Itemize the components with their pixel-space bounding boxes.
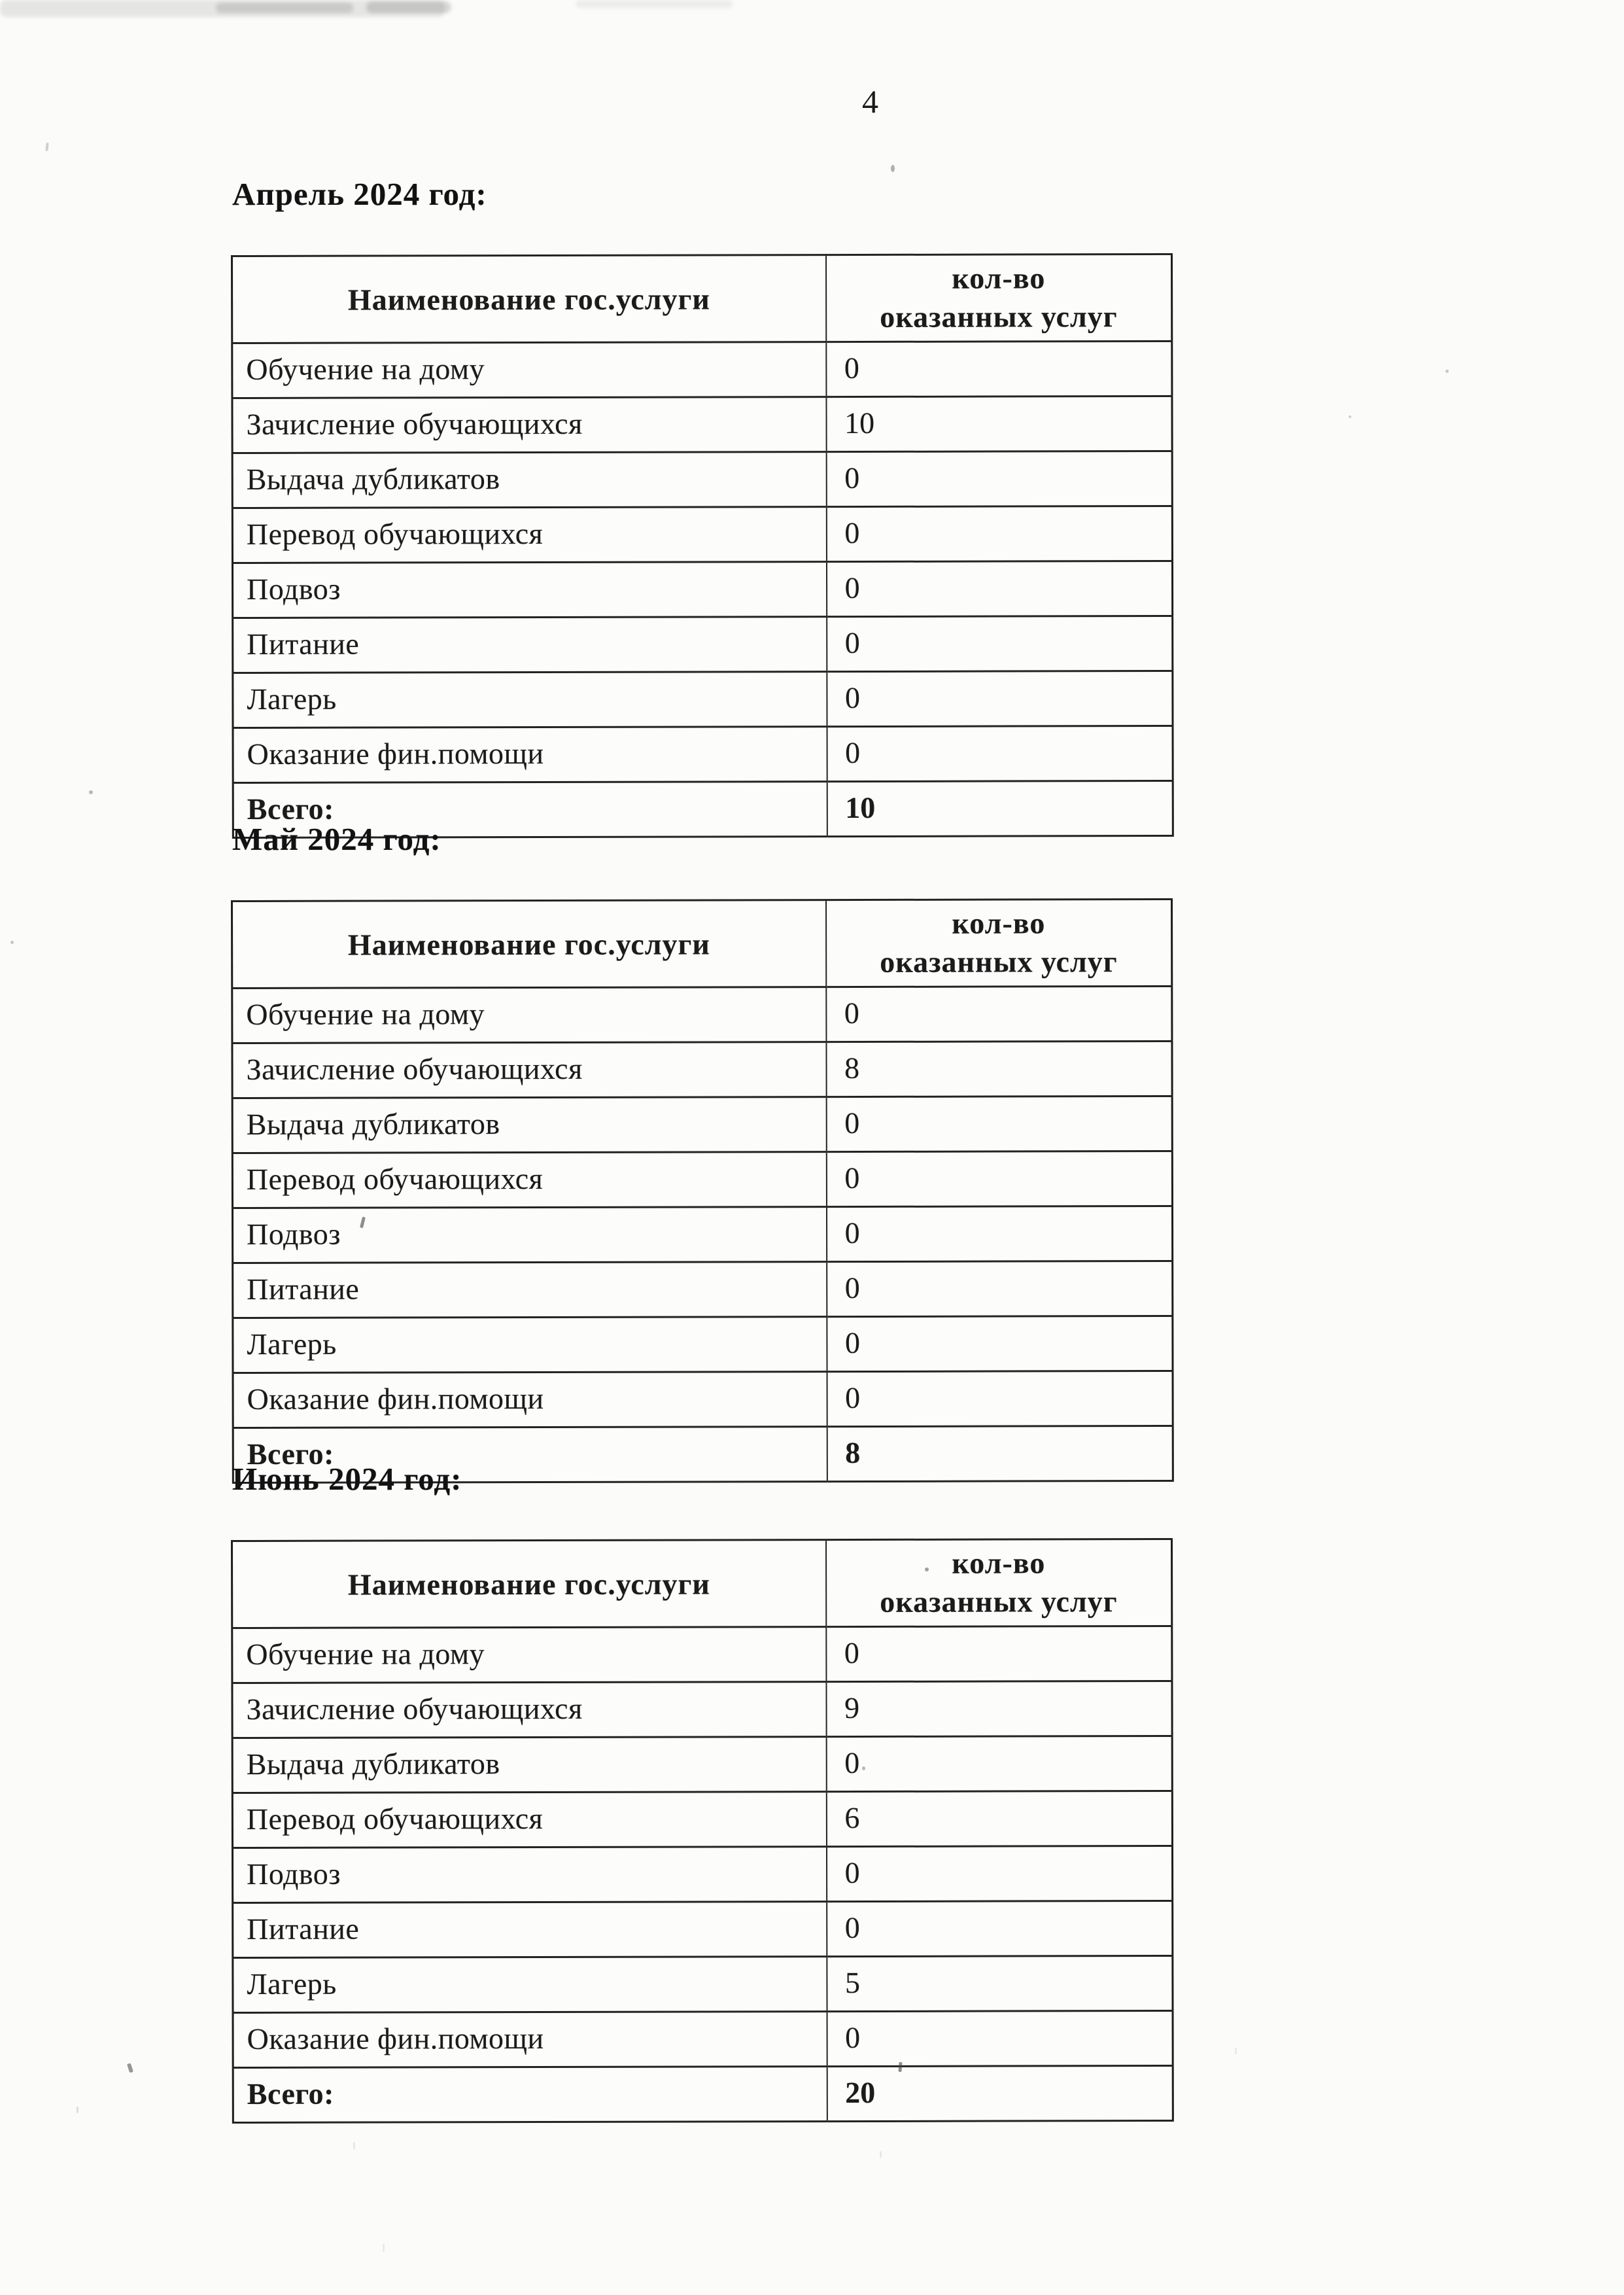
scan-smudge <box>576 0 733 8</box>
service-name-cell: Подвоз <box>232 562 826 618</box>
service-name-cell: Зачисление обучающихся <box>232 1682 826 1738</box>
count-header-line1: кол-во <box>952 261 1046 295</box>
total-count-cell: 20 <box>827 2065 1173 2121</box>
service-name-header: Наименование гос.услуги <box>232 255 826 343</box>
table-row <box>233 1955 1173 2012</box>
scan-speck <box>353 2142 355 2150</box>
service-count-cell: 0 <box>827 1371 1173 1426</box>
scan-smudge <box>366 1 451 13</box>
service-name-cell: Перевод обучающихся <box>232 1792 826 1848</box>
scan-speck <box>862 1766 865 1770</box>
service-count-header <box>826 899 1172 987</box>
service-name-cell: Выдача дубликатов <box>232 1097 826 1153</box>
section-may <box>231 819 1171 1484</box>
scan-speck <box>89 790 93 794</box>
month-heading: Июнь 2024 год: <box>232 1461 462 1497</box>
service-count-cell: 0 <box>826 986 1172 1042</box>
service-name-cell: Оказание фин.помощи <box>233 1372 827 1428</box>
section-april <box>231 174 1171 839</box>
count-header-line2: оказанных услуг <box>880 945 1118 979</box>
page-number: 4 <box>862 83 879 120</box>
scan-speck <box>1235 2048 1237 2054</box>
table-total-row <box>233 2065 1173 2122</box>
service-name-header: Наименование гос.услуги <box>232 900 826 989</box>
total-label-cell: Всего: <box>233 782 827 838</box>
scan-smudge <box>216 3 353 13</box>
scan-speck <box>45 143 48 151</box>
scan-speck <box>127 2063 133 2073</box>
service-count-cell: 0 <box>826 1206 1172 1261</box>
service-name-cell: Питание <box>233 1262 827 1318</box>
service-name-cell: Питание <box>233 617 827 673</box>
service-name-cell: Лагерь <box>233 672 827 728</box>
service-name-header: Наименование гос.услуги <box>232 1540 826 1628</box>
service-name-cell: Перевод обучающихся <box>232 1152 826 1208</box>
month-heading: Апрель 2024 год: <box>232 176 487 212</box>
total-count-cell: 10 <box>827 780 1173 836</box>
service-name-cell: Лагерь <box>233 1317 827 1373</box>
table-row <box>232 986 1172 1043</box>
service-count-cell: 0 <box>826 561 1172 616</box>
scan-speck <box>383 2244 385 2252</box>
service-count-cell: 0 <box>826 506 1172 561</box>
service-name-cell: Выдача дубликатов <box>232 1737 826 1793</box>
table-row <box>233 671 1173 727</box>
table-row <box>232 1151 1172 1208</box>
table-header-row <box>232 899 1172 988</box>
service-count-cell: 8 <box>826 1041 1172 1096</box>
table-row <box>233 1371 1173 1428</box>
scan-speck <box>1349 415 1351 418</box>
service-name-cell: Оказание фин.помощи <box>233 727 827 783</box>
service-count-cell: 0 <box>827 616 1173 671</box>
table-row <box>232 341 1172 398</box>
service-name-cell: Обучение на дому <box>232 987 826 1043</box>
table-row <box>232 1041 1172 1098</box>
service-count-cell: 0 <box>827 2010 1173 2066</box>
service-count-cell: 0 <box>826 1151 1172 1206</box>
table-row <box>232 1681 1172 1738</box>
service-name-cell: Лагерь <box>233 1957 827 2013</box>
table-row <box>232 1791 1172 1848</box>
service-count-cell: 0 <box>827 671 1173 726</box>
table-row <box>233 1901 1173 1957</box>
service-name-cell: Зачисление обучающихся <box>232 1042 826 1098</box>
service-count-cell: 0 <box>827 1261 1173 1316</box>
service-count-cell: 5 <box>827 1955 1173 2011</box>
table-row <box>233 616 1173 673</box>
service-count-header <box>826 254 1172 342</box>
table-row <box>232 506 1172 563</box>
scan-speck <box>1445 370 1449 373</box>
service-count-cell: 0 <box>826 1846 1172 1901</box>
scan-speck <box>891 165 895 172</box>
services-table-april <box>231 253 1174 839</box>
table-row <box>232 1096 1172 1153</box>
section-june <box>231 1459 1171 2124</box>
service-count-cell: 0 <box>826 1736 1172 1791</box>
table-row <box>232 1846 1172 1902</box>
service-count-cell: 0 <box>826 1626 1172 1681</box>
service-name-cell: Обучение на дому <box>232 342 826 398</box>
table-row <box>232 1626 1172 1683</box>
service-name-cell: Подвоз <box>232 1847 826 1903</box>
service-count-cell: 0 <box>826 341 1172 396</box>
scan-speck <box>10 941 14 944</box>
table-row <box>233 1261 1173 1318</box>
services-table-june <box>231 1538 1174 2124</box>
service-count-cell: 0 <box>827 1901 1173 1956</box>
scan-speck <box>898 2062 902 2072</box>
service-count-cell: 0 <box>826 1096 1172 1151</box>
total-label-cell: Всего: <box>233 2067 827 2123</box>
count-header-line2: оказанных услуг <box>880 1585 1118 1619</box>
service-count-cell: 6 <box>826 1791 1172 1846</box>
scan-speck <box>880 2151 882 2158</box>
table-row <box>232 1206 1172 1263</box>
scan-speck <box>925 1568 929 1571</box>
count-header-line1: кол-во <box>952 906 1046 940</box>
service-count-cell: 9 <box>826 1681 1172 1736</box>
service-name-cell: Питание <box>233 1902 827 1958</box>
service-count-cell: 0 <box>826 451 1172 506</box>
table-row <box>232 396 1172 453</box>
services-table-may <box>231 898 1174 1484</box>
service-count-header <box>826 1539 1172 1626</box>
service-name-cell: Оказание фин.помощи <box>233 2012 827 2068</box>
table-row <box>232 451 1172 508</box>
total-label-cell: Всего: <box>233 1427 827 1483</box>
service-name-cell: Перевод обучающихся <box>232 507 826 563</box>
service-name-cell: Подвоз <box>232 1207 826 1263</box>
service-count-cell: 0 <box>827 1316 1173 1371</box>
service-name-cell: Зачисление обучающихся <box>232 397 826 453</box>
scan-speck <box>77 2107 78 2113</box>
month-heading: Май 2024 год: <box>232 821 441 857</box>
service-count-cell: 0 <box>827 726 1173 781</box>
table-row <box>233 2010 1173 2067</box>
service-name-cell: Обучение на дому <box>232 1627 826 1683</box>
count-header-line2: оказанных услуг <box>880 300 1118 334</box>
total-count-cell: 8 <box>827 1426 1173 1481</box>
table-row <box>232 561 1172 618</box>
table-row <box>233 1316 1173 1373</box>
table-header-row <box>232 1539 1172 1628</box>
table-row <box>233 726 1173 782</box>
table-header-row <box>232 254 1172 343</box>
count-header-line1: кол-во <box>952 1546 1046 1580</box>
table-row <box>232 1736 1172 1793</box>
service-name-cell: Выдача дубликатов <box>232 452 826 508</box>
service-count-cell: 10 <box>826 396 1172 451</box>
